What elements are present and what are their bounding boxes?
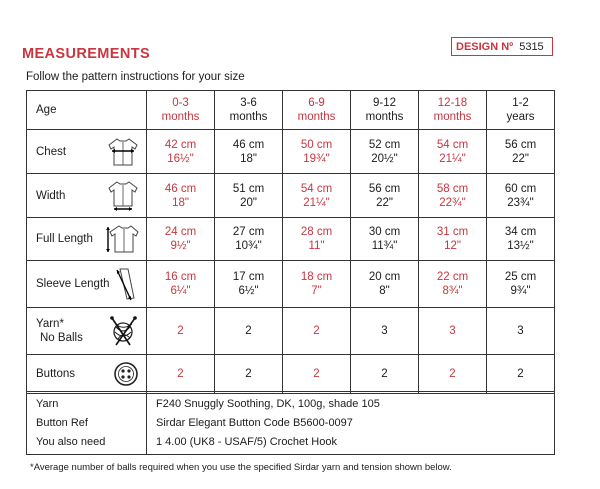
button-icon (112, 360, 140, 388)
chest-value: 56 cm 22" (487, 130, 555, 174)
chest-value: 54 cm 21¼" (419, 130, 487, 174)
size-header: 9-12 months (351, 91, 419, 130)
buttons-value: 2 (351, 355, 419, 394)
size-header: 12-18 months (419, 91, 487, 130)
buttons-value: 2 (147, 355, 215, 394)
full-length-value: 31 cm 12" (419, 218, 487, 261)
design-label: DESIGN Nº (456, 41, 514, 53)
buttons-value: 2 (487, 355, 555, 394)
row-label-full-length: Full Length (27, 218, 147, 261)
buttons-value: 2 (419, 355, 487, 394)
design-number: 5315 (519, 41, 544, 53)
measurements-table (26, 90, 555, 394)
buttons-value: 2 (283, 355, 351, 394)
size-header: 6-9 months (283, 91, 351, 130)
sleeve-length-row (27, 261, 555, 308)
chest-value: 42 cm 16½" (147, 130, 215, 174)
full-length-row (27, 218, 555, 261)
full-length-value: 30 cm 11¾" (351, 218, 419, 261)
materials-values (147, 392, 555, 455)
sleeve-length-value: 25 cm 9¾" (487, 261, 555, 308)
button-ref-value: Sirdar Elegant Button Code B5600-0097 (156, 417, 353, 429)
yarn-row (27, 308, 555, 355)
yarn-balls-value: 3 (419, 308, 487, 355)
also-need-label: You also need (36, 436, 106, 448)
yarn-footnote: *Average number of balls required when you use the specified Sirdar yarn and tension shown below. (30, 462, 452, 473)
button-ref-label: Button Ref (36, 417, 88, 429)
row-label-age: Age (27, 91, 147, 130)
yarn-value: F240 Snuggly Soothing, DK, 100g, shade 105 (156, 398, 380, 410)
materials-table (26, 391, 555, 455)
yarn-ball-icon (108, 315, 140, 347)
buttons-row (27, 355, 555, 394)
width-value: 51 cm 20" (215, 174, 283, 218)
page-title: MEASUREMENTS (22, 46, 151, 62)
yarn-balls-value: 3 (487, 308, 555, 355)
materials-labels (27, 392, 147, 455)
sleeve-length-value: 17 cm 6½" (215, 261, 283, 308)
width-row (27, 174, 555, 218)
also-need-value: 1 4.00 (UK8 - USAF/5) Crochet Hook (156, 436, 337, 448)
chest-value: 50 cm 19¾" (283, 130, 351, 174)
full-length-value: 28 cm 11" (283, 218, 351, 261)
width-value: 54 cm 21¼" (283, 174, 351, 218)
full-length-value: 27 cm 10¾" (215, 218, 283, 261)
full-length-value: 24 cm 9½" (147, 218, 215, 261)
sleeve-length-value: 18 cm 7" (283, 261, 351, 308)
row-label-chest: Chest (27, 130, 147, 174)
size-header: 0-3 months (147, 91, 215, 130)
chest-row (27, 130, 555, 174)
width-value: 60 cm 23¾" (487, 174, 555, 218)
sleeve-length-value: 22 cm 8¾" (419, 261, 487, 308)
width-value: 56 cm 22" (351, 174, 419, 218)
sleeve-length-value: 20 cm 8" (351, 261, 419, 308)
row-label-sleeve-length: Sleeve Length (27, 261, 147, 308)
chest-value: 46 cm 18" (215, 130, 283, 174)
row-label-width: Width (27, 174, 147, 218)
cardigan-chest-icon (106, 136, 140, 168)
row-label-yarn: Yarn* No Balls (27, 308, 147, 355)
yarn-balls-value: 2 (283, 308, 351, 355)
size-header: 3-6 months (215, 91, 283, 130)
size-header: 1-2 years (487, 91, 555, 130)
yarn-balls-value: 3 (351, 308, 419, 355)
width-value: 46 cm 18" (147, 174, 215, 218)
yarn-balls-value: 2 (215, 308, 283, 355)
design-number-box (451, 37, 553, 56)
instructions-text: Follow the pattern instructions for your size (26, 71, 245, 83)
full-length-value: 34 cm 13½" (487, 218, 555, 261)
yarn-label: Yarn (36, 398, 59, 410)
chest-value: 52 cm 20½" (351, 130, 419, 174)
age-row (27, 91, 555, 130)
cardigan-length-icon (106, 223, 140, 255)
sleeve-length-value: 16 cm 6¼" (147, 261, 215, 308)
width-value: 58 cm 22¾" (419, 174, 487, 218)
yarn-balls-value: 2 (147, 308, 215, 355)
cardigan-width-icon (106, 180, 140, 212)
buttons-value: 2 (215, 355, 283, 394)
row-label-buttons: Buttons (27, 355, 147, 394)
sleeve-length-icon (114, 266, 140, 302)
